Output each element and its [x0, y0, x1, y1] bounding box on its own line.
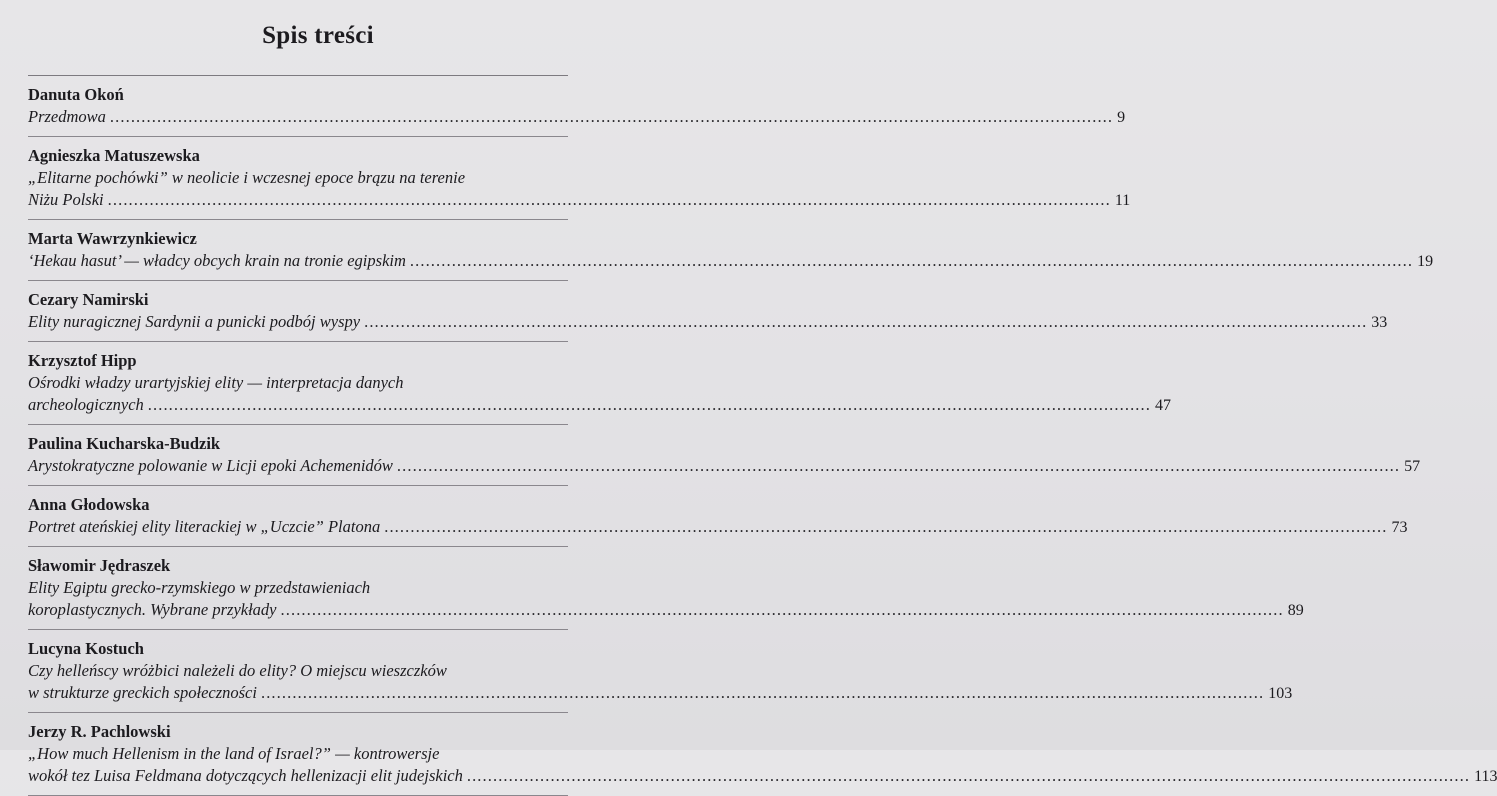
entry-author: Cezary Namirski	[28, 290, 149, 309]
page-number: 11	[1114, 192, 1131, 209]
page-number: 33	[1371, 314, 1388, 331]
toc-entry	[28, 486, 1408, 547]
dot-leader	[281, 599, 1284, 621]
entry-final-line	[28, 311, 1388, 334]
entry-title-line: Elity Egiptu grecko-rzymskiego w przedstawieniach	[28, 578, 371, 597]
dot-leader	[148, 394, 1151, 416]
entry-title-line: koroplastycznych. Wybrane przykłady	[28, 600, 277, 619]
entry-author: Paulina Kucharska-Budzik	[28, 434, 221, 453]
toc-entry	[28, 547, 1304, 630]
toc-page	[28, 22, 1497, 796]
page-number: 9	[1117, 109, 1126, 126]
dot-leader	[110, 106, 1113, 128]
toc-entry	[28, 713, 1497, 796]
entry-final-line	[28, 765, 1497, 788]
page-number: 113	[1474, 768, 1497, 785]
dot-leader	[261, 682, 1264, 704]
toc-entry	[28, 342, 1171, 425]
entry-title-line: Czy helleńscy wróżbici należeli do elity? O miejscu wieszczków	[28, 661, 447, 680]
entry-title-line: Przedmowa	[28, 107, 106, 126]
entry-final-line	[28, 516, 1408, 539]
entry-final-line	[28, 250, 1434, 273]
entry-final-line	[28, 189, 1131, 212]
entry-title-line: „Elitarne pochówki” w neolicie i wczesnej epoce brązu na terenie	[28, 168, 466, 187]
page-number: 89	[1287, 602, 1304, 619]
entry-author: Anna Głodowska	[28, 495, 150, 514]
entry-author: Sławomir Jędraszek	[28, 556, 171, 575]
entry-title-line: Niżu Polski	[28, 190, 104, 209]
entry-title-line: Elity nuragicznej Sardynii a punicki podbój wyspy	[28, 312, 361, 331]
toc-entry	[28, 281, 1388, 342]
entry-title-line: w strukturze greckich społeczności	[28, 683, 257, 702]
page-number: 19	[1417, 253, 1434, 270]
dot-leader	[410, 250, 1413, 272]
toc-entry	[28, 220, 1434, 281]
dot-leader	[384, 516, 1387, 538]
entry-title-line: Ośrodki władzy urartyjskiej elity — interpretacja danych	[28, 373, 404, 392]
toc-entry	[28, 630, 1293, 713]
entry-author: Agnieszka Matuszewska	[28, 146, 200, 165]
entry-final-line	[28, 106, 1126, 129]
page-number: 73	[1391, 519, 1408, 536]
toc-list	[28, 76, 1497, 796]
toc-entry	[28, 76, 1126, 137]
dot-leader	[108, 189, 1111, 211]
entry-title-line: archeologicznych	[28, 395, 144, 414]
dot-leader	[467, 765, 1470, 787]
entry-author: Krzysztof Hipp	[28, 351, 137, 370]
entry-author: Marta Wawrzynkiewicz	[28, 229, 197, 248]
page-number: 47	[1154, 397, 1171, 414]
entry-author: Danuta Okoń	[28, 85, 124, 104]
entry-author: Jerzy R. Pachlowski	[28, 722, 171, 741]
page-number: 57	[1404, 458, 1421, 475]
entry-author: Lucyna Kostuch	[28, 639, 144, 658]
page-number: 103	[1268, 685, 1293, 702]
page-title: Spis treści	[262, 22, 374, 49]
entry-final-line	[28, 455, 1421, 478]
entry-title-line: Arystokratyczne polowanie w Licji epoki Achemenidów	[28, 456, 393, 475]
entry-final-line	[28, 599, 1304, 622]
dot-leader	[364, 311, 1367, 333]
dot-leader	[397, 455, 1400, 477]
entry-final-line	[28, 682, 1293, 705]
entry-title-line: „How much Hellenism in the land of Israel?” — kontrowersje	[28, 744, 440, 763]
entry-title-line: wokół tez Luisa Feldmana dotyczących hellenizacji elit judejskich	[28, 766, 463, 785]
entry-final-line	[28, 394, 1171, 417]
toc-entry	[28, 425, 1421, 486]
entry-title-line: Portret ateńskiej elity literackiej w „Uczcie” Platona	[28, 517, 381, 536]
entry-title-line: ‘Hekau hasut’ — władcy obcych krain na tronie egipskim	[28, 251, 406, 270]
toc-entry	[28, 137, 1131, 220]
